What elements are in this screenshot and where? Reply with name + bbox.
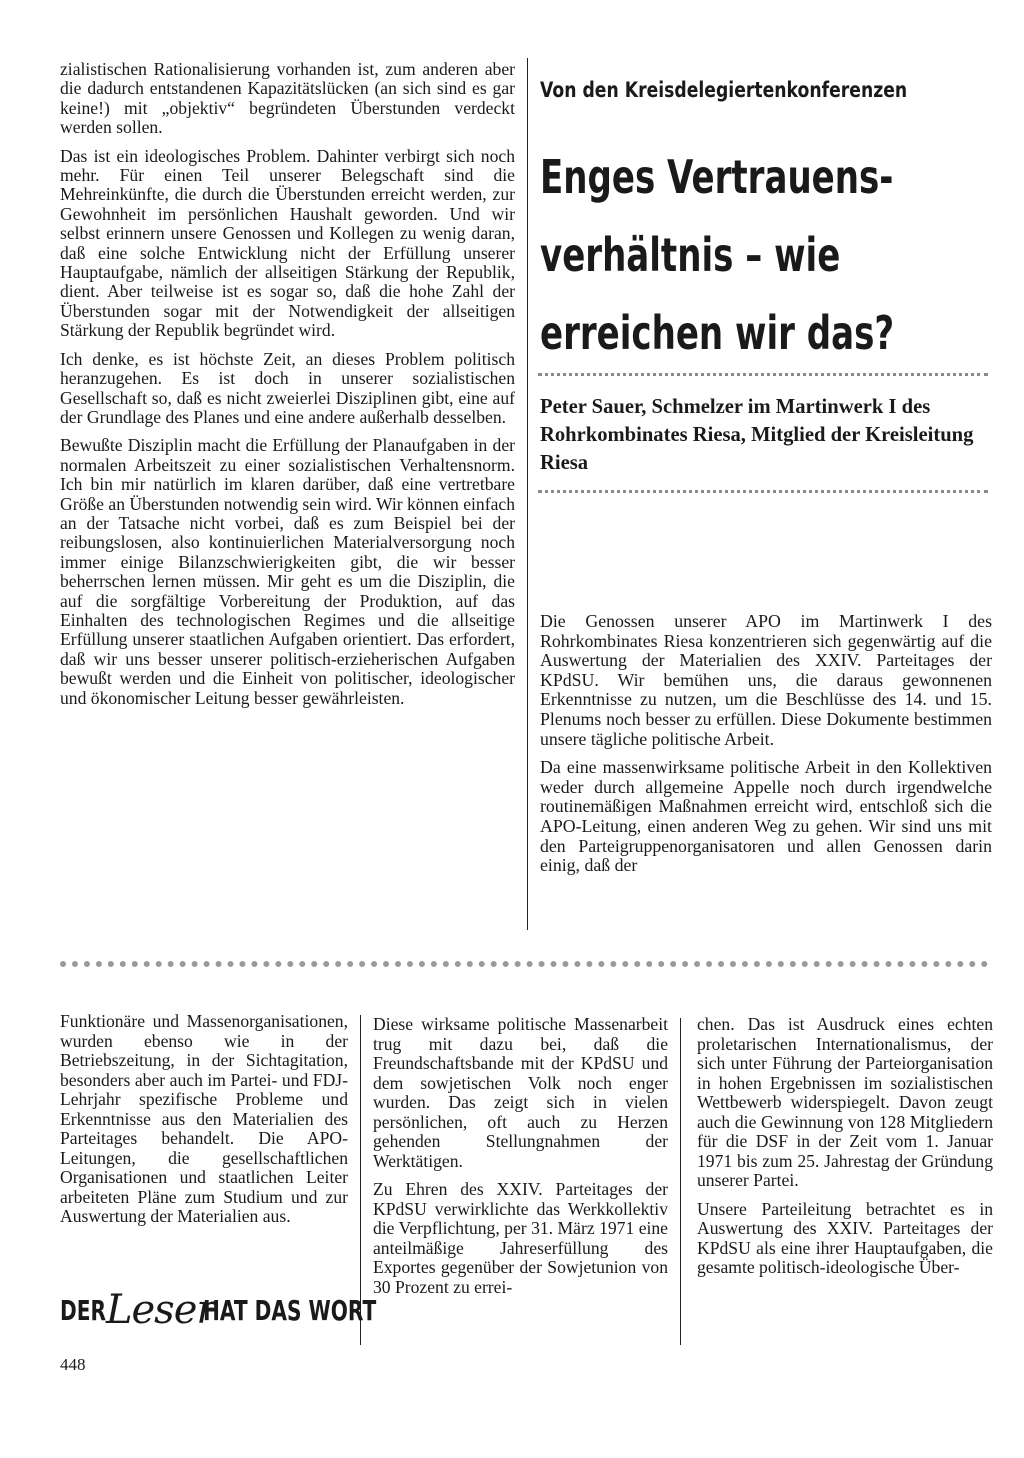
section-kicker: Von den Kreisdelegiertenkonferenzen (540, 78, 908, 102)
left-column-text (60, 60, 515, 708)
article-intro-text (540, 612, 992, 876)
paragraph: Unsere Parteileitung betrachtet es in Auswertung des XXIV. Parteitages der KPdSU als eine ihrer Hauptaufgaben, die gesamte politisch-ideologische Über- (697, 1198, 993, 1277)
page-number: 448 (60, 1355, 86, 1374)
leser-logo (60, 1287, 376, 1333)
dotted-separator (538, 373, 988, 376)
paragraph: Zu Ehren des XXIV. Parteitages der KPdSU verwirklichte das Werkkollektiv die Verpflichtung, per 31. März 1971 eine anteilmäßige Jahreserfüllung des Exportes gegenüber der Sowjetunion von 30 Prozent zu errei- (373, 1179, 668, 1297)
dotted-separator (538, 490, 988, 493)
paragraph: Die Genossen unserer APO im Martinwerk I des Rohrkombinates Riesa konzentrieren sich gegenwärtig auf die Auswertung der Materialien des XXIV. Parteitages der KPdSU. Wir bemühen uns, die daraus gewonnenen Erkenntnisse zu nutzen, um die Beschlüsse des 14. und 15. Plenums noch besser zu erfüllen. Diese Dokumente bestimmen unsere tägliche politische Arbeit. (540, 611, 992, 749)
column-divider (680, 1018, 681, 1345)
article-headline (540, 138, 954, 372)
headline-line: Enges Vertrauens- (540, 150, 894, 204)
logo-text-der: DER (60, 1293, 107, 1327)
bottom-column-1 (60, 1012, 348, 1227)
paragraph: chen. Das ist Ausdruck eines echten proletarischen Internationalismus, der sich unter Führung der Parteiorganisation in hohen Ergebnissen im sozialistischen Wettbewerb widerspiegelt. Davon zeugt auch die Gewinnung von 128 Mitgliedern für die DSF in der Zeit vom 1. Januar 1971 bis zum 25. Jahrestag der Gründung unserer Partei. (697, 1014, 993, 1190)
paragraph: Bewußte Disziplin macht die Erfüllung der Planaufgaben in der normalen Arbeitszeit zu einer sozialistischen Verhaltensnorm. Ich bin mir natürlich im klaren darüber, daß eine vertretbare Größe an Überstunden notwendig sein wird. Wir können einfach an der Tatsache nicht vorbei, daß es zum Beispiel bei der reibungslosen, also kontinuierlichen Materialversorgung noch immer einige Bilanzschwierigkeiten gibt, die wir besser beherrschen lernen müssen. Mir geht es um die Disziplin, die auf die sorgfältige Vorbereitung der Produktion, auf das Einhalten des technologischen Regimes und die allseitige Erfüllung unserer staatlichen Aufgaben orientiert. Das erfordert, daß wir uns besser unserer politisch-erzieherischen Aufgaben bewußt werden und die Einheit von politischer, ideologischer und ökonomischer Leitung besser gewährleisten. (60, 435, 515, 708)
paragraph: Diese wirksame politische Massenarbeit trug mit dazu bei, daß die Freundschaftsbande mit der KPdSU und dem sowjetischen Volk noch enger wurden. Das zeigt sich in vielen persönlichen, oft auch zu Herzen gehenden Stellungnahmen der Werktätigen. (373, 1014, 668, 1171)
bottom-column-3 (697, 1015, 993, 1278)
bottom-column-2 (373, 1015, 668, 1297)
paragraph: Funktionäre und Massenorganisationen, wurden ebenso wie in der Betriebszeitung, in der Sichtagitation, besonders aber auch im Partei- und FDJ-Lehrjahr spezifische Probleme und Erkenntnisse aus den Materialien des Parteitages behandelt. Die APO-Leitungen, die gesellschaftlichen Organisationen und staatlichen Leiter arbeiteten Pläne zum Studium und zur Auswertung der Materialien aus. (60, 1011, 348, 1226)
paragraph: zialistischen Rationalisierung vorhanden ist, zum anderen aber die dadurch entstandenen Kapazitätslücken (an sich sind es gar keine!) mit „objektiv“ begründeten Überstunden verdeckt werden sollen. (60, 59, 515, 138)
logo-text-hat-das-wort: HAT DAS WORT (202, 1293, 376, 1327)
headline-line: erreichen wir das? (540, 306, 895, 360)
wide-dotted-separator (60, 961, 988, 967)
author-byline: Peter Sauer, Schmelzer im Martinwerk I des Rohrkombinates Riesa, Mitglied der Kreisleitung Riesa (540, 396, 974, 474)
column-divider (527, 58, 528, 930)
logo-script-leser: Leser (105, 1287, 215, 1333)
headline-line: verhältnis – wie (540, 228, 841, 282)
paragraph: Da eine massenwirksame politische Arbeit in den Kollektiven weder durch allgemeine Appelle noch durch irgendwelche routinemäßigen Maßnahmen erreicht wird, entschloß sich die APO-Leitung, einen anderen Weg zu gehen. Wir sind uns mit den Parteigruppenorganisatoren und allen Genossen darin einig, daß der (540, 757, 992, 876)
paragraph: Das ist ein ideologisches Problem. Dahinter verbirgt sich noch mehr. Für einen Teil unserer Belegschaft sind die Mehreinkünfte, die durch die Überstunden erreicht werden, zur Gewohnheit im persönlichen Haushalt geworden. Und wir selbst erinnern unsere Genossen und Kollegen zu wenig daran, daß eine solche Entwicklung nicht der Erfüllung unserer Hauptaufgabe, nämlich der allseitigen Stärkung der Republik, dient. Aber teilweise ist es sogar so, daß die hohe Zahl der Überstunden sogar mit der Notwendigkeit der allseitigen Stärkung der Republik begründet wird. (60, 145, 515, 341)
paragraph: Ich denke, es ist höchste Zeit, an dieses Problem politisch heranzugehen. Es ist doch in unserer sozialistischen Gesellschaft so, daß es nicht zweierlei Disziplinen gibt, eine auf der Grundlage des Planes und eine andere außerhalb desselben. (60, 348, 515, 427)
